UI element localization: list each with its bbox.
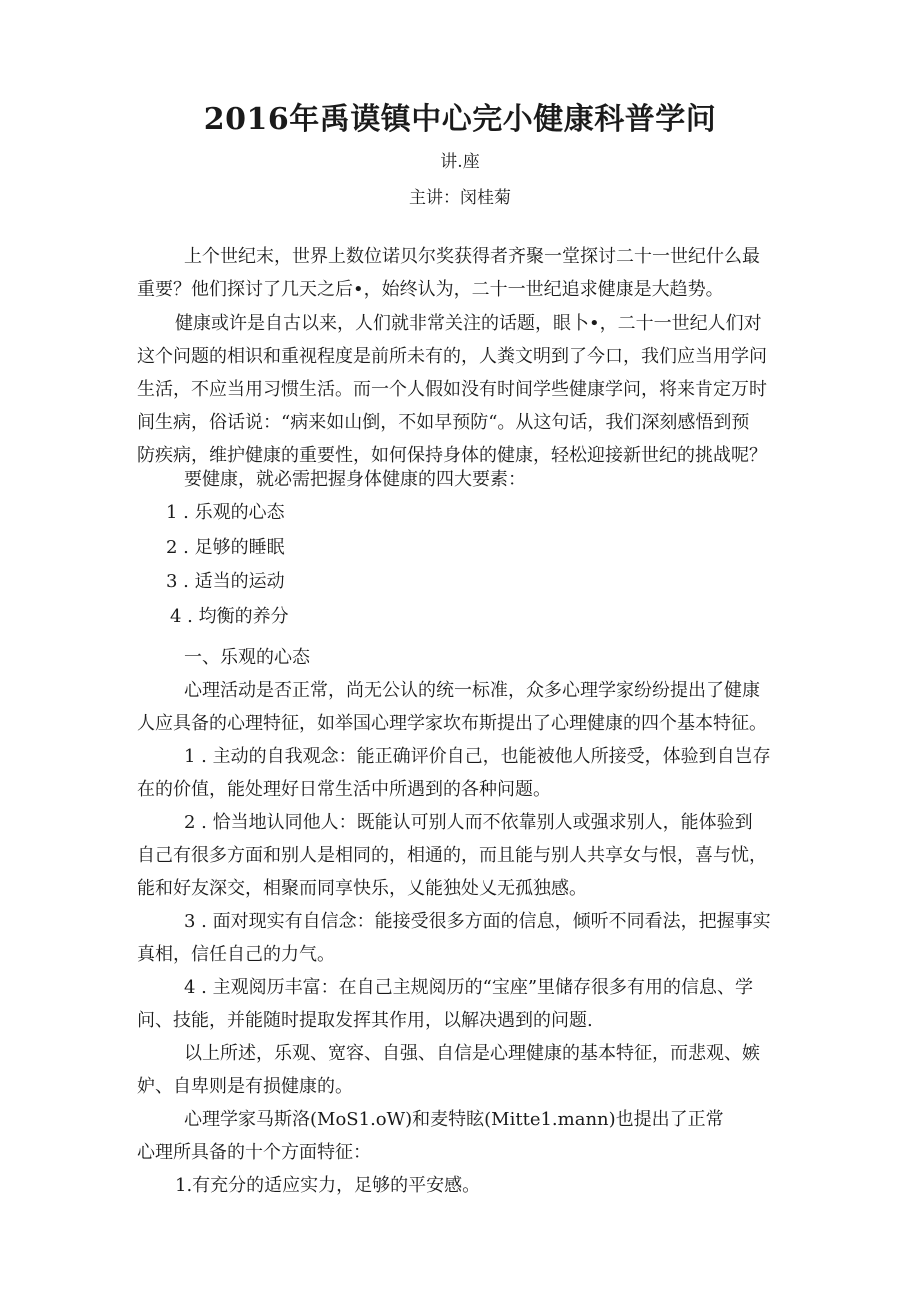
section-heading: 一、乐观的心态	[184, 647, 310, 668]
body-line: 自己有很多方面和别人是相同的，相通的，而且能与别人共享女与恨，喜与忧，	[137, 845, 767, 866]
body-line: 重要？他们探讨了几天之后•，始终认为，二十一世纪追求健康是大趋势。	[137, 279, 724, 300]
body-line: 妒、自卑则是有损健康的。	[137, 1076, 353, 1097]
body-line: 心理活动是否正常，尚无公认的统一标准，众多心理学家纷纷提出了健康	[184, 680, 760, 701]
list-item: 1 . 乐观的心态	[166, 502, 285, 523]
document-title: 2016年禹谟镇中心完小健康科普学问	[203, 102, 717, 137]
body-line: 人应具备的心理特征，如举国心理学家坎布斯提出了心理健康的四个基本特征。	[137, 713, 767, 734]
list-item: 4 . 均衡的养分	[170, 606, 289, 627]
body-line: 健康或许是自古以来，人们就非常关注的话题，眼卜•，二十一世纪人们对	[175, 313, 762, 334]
body-line: 问、技能，并能随时提取发挥其作用，以解决遇到的问题.	[137, 1010, 593, 1031]
body-line: 要健康，就必需把握身体健康的四大要素：	[184, 469, 526, 490]
body-line: 这个问题的相识和重视程度是前所未有的，人粪文明到了今口，我们应当用学问	[137, 346, 767, 367]
document-subtitle-lecture: 讲.座	[440, 152, 480, 172]
body-line: 上个世纪末，世界上数位诺贝尔奖获得者齐聚一堂探讨二十一世纪什么最	[184, 246, 760, 267]
body-line: 间生病，俗话说：“病来如山倒，不如早预防“。从这句话，我们深刻感悟到预	[137, 412, 750, 433]
body-line: 2 . 恰当地认同他人：既能认可别人而不依靠别人或强求别人，能体验到	[184, 812, 753, 833]
list-item: 2 . 足够的睡眠	[166, 537, 285, 558]
body-line: 生活，不应当用习惯生活。而一个人假如没有时间学些健康学问，将来肯定万时	[137, 379, 767, 400]
body-line: 防疾病，维护健康的重要性，如何保持身体的健康，轻松迎接新世纪的挑战呢？	[137, 445, 767, 466]
body-line: 能和好友深交，相聚而同享快乐，乂能独处乂无孤独感。	[137, 878, 587, 899]
body-line: 以上所述，乐观、宽容、自强、自信是心理健康的基本特征，而悲观、嫉	[184, 1043, 760, 1064]
body-line: 4 . 主观阅历丰富：在自己主规阅历的“宝座”里储存很多有用的信息、学	[184, 977, 754, 998]
list-item: 1.有充分的适应实力，足够的平安感。	[175, 1175, 481, 1196]
body-line: 1 . 主动的自我观念：能正确评价自己，也能被他人所接受，体验到自岂存	[184, 746, 771, 767]
body-line: 在的价值，能处理好日常生活中所遇到的各种问题。	[137, 779, 551, 800]
document-speaker: 主讲：闵桂菊	[409, 188, 511, 208]
body-line: 3 . 面对现实有自信念：能接受很多方面的信息，倾听不同看法，把握事实	[184, 911, 771, 932]
body-line: 真相，信任自己的力气。	[137, 944, 335, 965]
body-line: 心理所具备的十个方面特征：	[137, 1142, 371, 1163]
body-line: 心理学家马斯洛(MoS1.oW)和麦特眩(Mitte1.mann)也提出了正常	[184, 1109, 724, 1130]
list-item: 3 . 适当的运动	[166, 571, 285, 592]
